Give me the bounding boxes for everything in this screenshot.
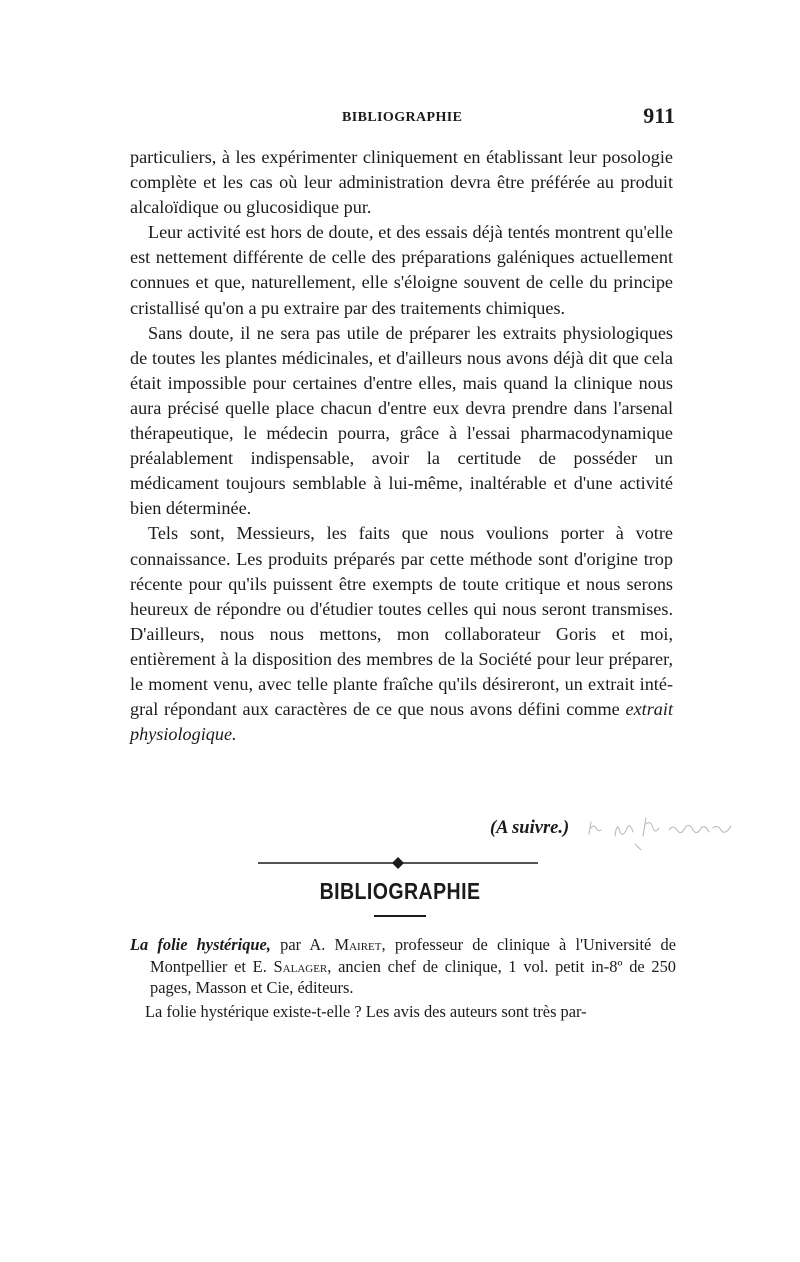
author-name: Mairet (334, 935, 382, 954)
article-body (130, 145, 673, 747)
section-title: BIBLIOGRAPHIE (319, 878, 481, 904)
page-number: 911 (643, 103, 675, 128)
pencil-annotation (585, 810, 735, 850)
publication-details: , ancien chef de clinique, 1 vol. petit in-8º de 250 pages, Masson et Cie, éditeurs. (150, 956, 676, 997)
author-name: Salager (273, 956, 328, 976)
review-text: La folie hystérique existe-t-elle ? Les avis des auteurs sont très par- (145, 1002, 587, 1021)
emphasized-term: extrait physiologique. (130, 699, 673, 745)
paragraph: particuliers, à les expérimenter cliniquement en établissant leur posologie complète et les cas où leur administration devra être préférée au produit alcaloïdique ou glucosidique pur. (130, 147, 673, 218)
running-head (130, 103, 675, 133)
author-role: , professeur de clinique à l'Université de Montpellier et E. (150, 935, 676, 976)
running-title: BIBLIOGRAPHIE (342, 110, 463, 125)
entry-by: par A. (270, 935, 335, 954)
to-be-continued: (A suivre.) (490, 818, 570, 838)
ornamental-divider (258, 856, 538, 870)
paragraph-text: Tels sont, Messieurs, les faits que nous voulions porter à votre connaissance. Les produits préparés par cette méthode sont d'origine trop récente pour qu'ils puissent être exempts de toute critique et nous serons heureux de répondre ou d'étudier toutes celles qui nous seront transmises. D'ailleurs, nous nous mettons, mon collaborateur Goris et moi, entièrement à la disposition des membres de la Société pour leur préparer, le moment venu, avec telle plante fraîche qu'ils désireront, un extrait intégral répondant aux caractères de ce que nous avons défini comme (130, 523, 673, 720)
paragraph: Sans doute, il ne sera pas utile de préparer les extraits physiologiques de toutes les plantes médicinales, et d'ailleurs nous avons déjà dit que cela était impossible pour certaines d'entre elles, mais quand la clinique nous aura précisé quelle place chacun d'entre eux devra prendre dans l'arsenal thérapeutique, le médecin pourra, grâce à l'essai pharmacodynamique préalablement indispensable, avoir la certitude de posséder un médicament toujours semblable à lui-même, inaltérable et d'une activité bien déterminée. (130, 322, 673, 519)
bibliography-entry (130, 934, 676, 999)
paragraph: Leur activité est hors de doute, et des essais déjà tentés montrent qu'elle est nettement différente de celle des préparations galéniques actuellement connues et que, naturellement, elle s'éloigne souvent de celle du principe cristallisé qu'on a pu extraire par des traitements chimiques. (130, 222, 673, 318)
title-underline (374, 915, 426, 917)
book-title: La folie hystérique, (130, 935, 271, 954)
paragraph (130, 521, 673, 747)
